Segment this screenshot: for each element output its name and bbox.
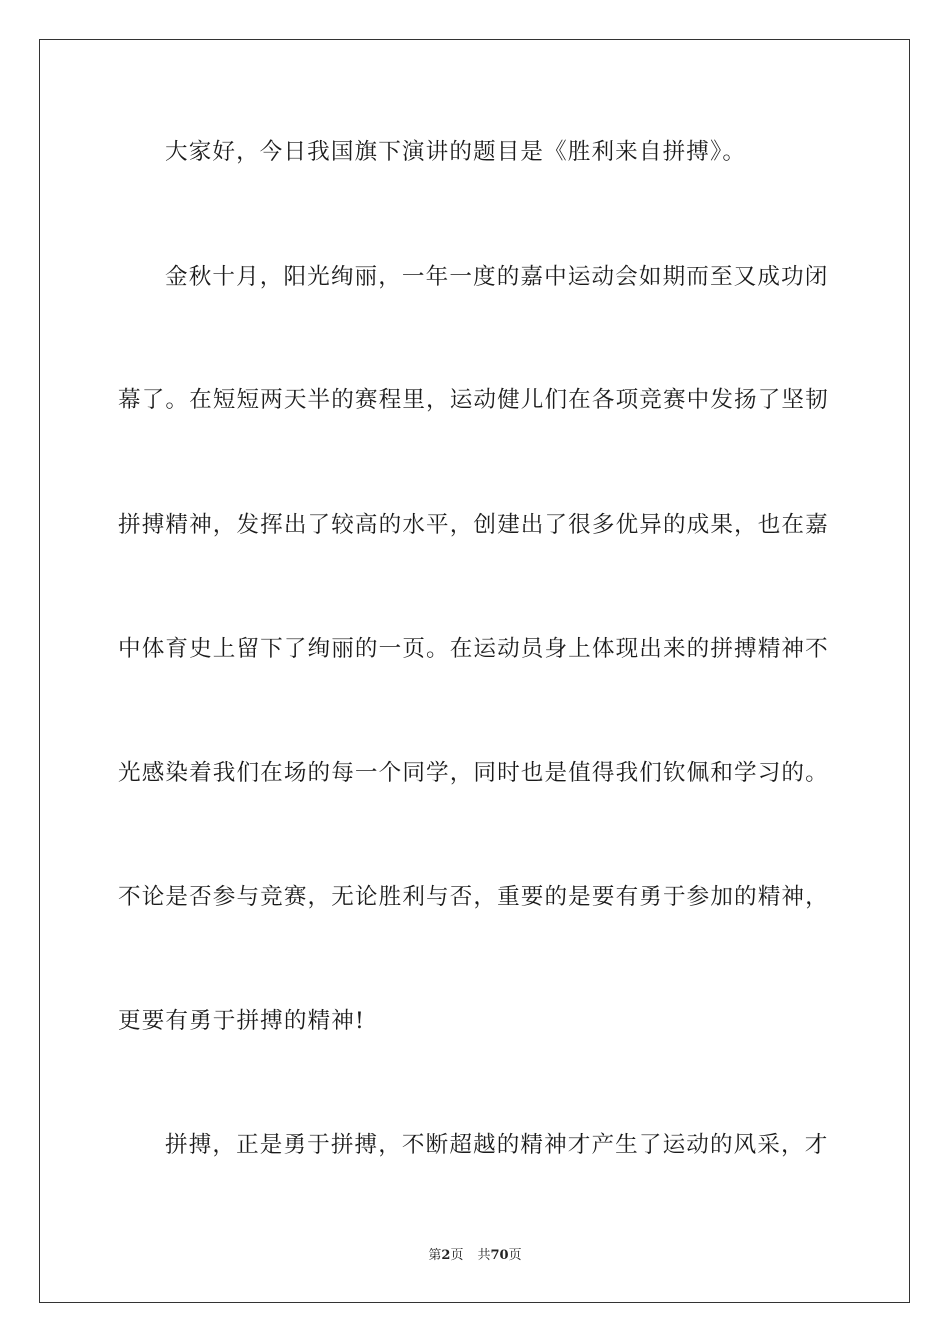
total-pages: 70 [490, 1248, 509, 1263]
page-footer [0, 1248, 950, 1264]
total-prefix: 共 [477, 1248, 491, 1263]
text-line-4: 拼搏精神，发挥出了较高的水平，创建出了很多优异的成果，也在嘉 [118, 512, 829, 538]
text-line-2: 金秋十月，阳光绚丽，一年一度的嘉中运动会如期而至又成功闭 [165, 264, 829, 290]
total-suffix: 页 [508, 1248, 522, 1263]
text-line-7: 不论是否参与竞赛，无论胜利与否，重要的是要有勇于参加的精神， [118, 884, 829, 910]
page-prefix: 第 [428, 1248, 442, 1263]
text-line-3: 幕了。在短短两天半的赛程里，运动健儿们在各项竞赛中发扬了坚韧 [118, 387, 829, 413]
page-frame [39, 39, 910, 1303]
text-line-6: 光感染着我们在场的每一个同学，同时也是值得我们钦佩和学习的。 [118, 760, 829, 786]
page-suffix: 页 [450, 1248, 464, 1263]
page-number: 2 [441, 1248, 451, 1263]
text-line-5: 中体育史上留下了绚丽的一页。在运动员身上体现出来的拼搏精神不 [118, 636, 829, 662]
text-line-9: 拼搏，正是勇于拼搏，不断超越的精神才产生了运动的风采，才 [165, 1132, 829, 1158]
text-line-1: 大家好，今日我国旗下演讲的题目是《胜利来自拼搏》。 [165, 139, 747, 165]
text-line-8: 更要有勇于拼搏的精神! [118, 1008, 366, 1034]
